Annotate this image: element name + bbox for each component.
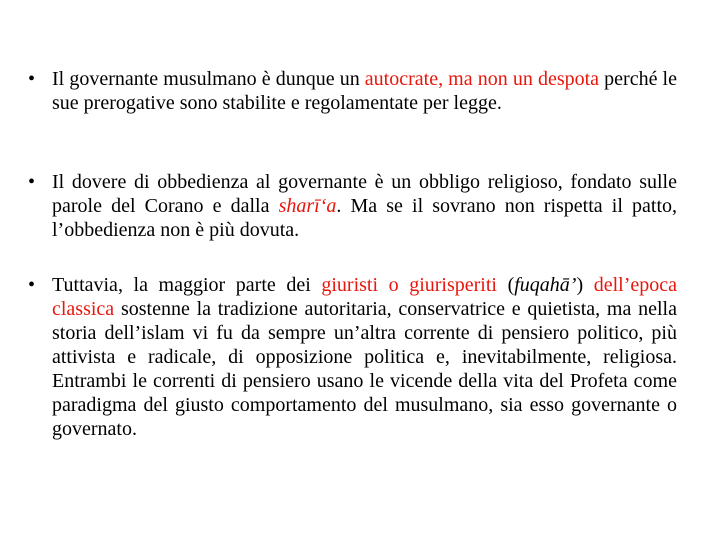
bullet-item-1 <box>28 67 677 115</box>
bullet-text <box>52 170 677 242</box>
highlight-epoca-classica: dell’epoca classica <box>52 274 677 320</box>
bullet-item-3 <box>28 273 677 441</box>
bullet-text <box>52 273 677 441</box>
bullet-item-2 <box>28 170 677 242</box>
highlight-sharia: sharī‘a <box>278 195 337 217</box>
text-segment: perché le sue prerogative sono stabilite e regolamentate per legge. <box>52 68 677 114</box>
bullet-text <box>52 67 677 115</box>
text-segment: ) <box>576 274 594 296</box>
bullet-marker: • <box>28 274 36 296</box>
bullet-marker: • <box>28 68 36 90</box>
text-segment: ( <box>496 274 515 296</box>
italic-fuqaha: fuqahā’ <box>514 274 577 296</box>
highlight-autocrate-despota: autocrate, ma non un despota <box>364 68 600 90</box>
text-segment: Il governante musulmano è dunque un <box>52 68 365 90</box>
text-segment: . Ma se il sovrano non rispetta il patto, l’obbedienza non è più dovuta. <box>52 195 677 241</box>
text-segment: sostenne la tradizione autoritaria, conservatrice e quietista, ma nella storia dell’islam vi fu da sempre un’altra corrente di pensiero politico, più attivista e radicale, di opposizione politica e, inevitabilmente, religiosa. Entrambi le correnti di pensiero usano le vicende della vita del Profeta come paradigma del giusto comportamento del musulmano, sia esso governante o governato. <box>52 298 677 440</box>
text-segment: Tuttavia, la maggior parte dei <box>52 274 322 296</box>
highlight-giuristi: giuristi o giurisperiti <box>321 274 497 296</box>
text-segment: Il dovere di obbedienza al governante è un obbligo religioso, fondato sulle parole del Corano e dalla <box>52 171 677 217</box>
bullet-marker: • <box>28 171 36 193</box>
